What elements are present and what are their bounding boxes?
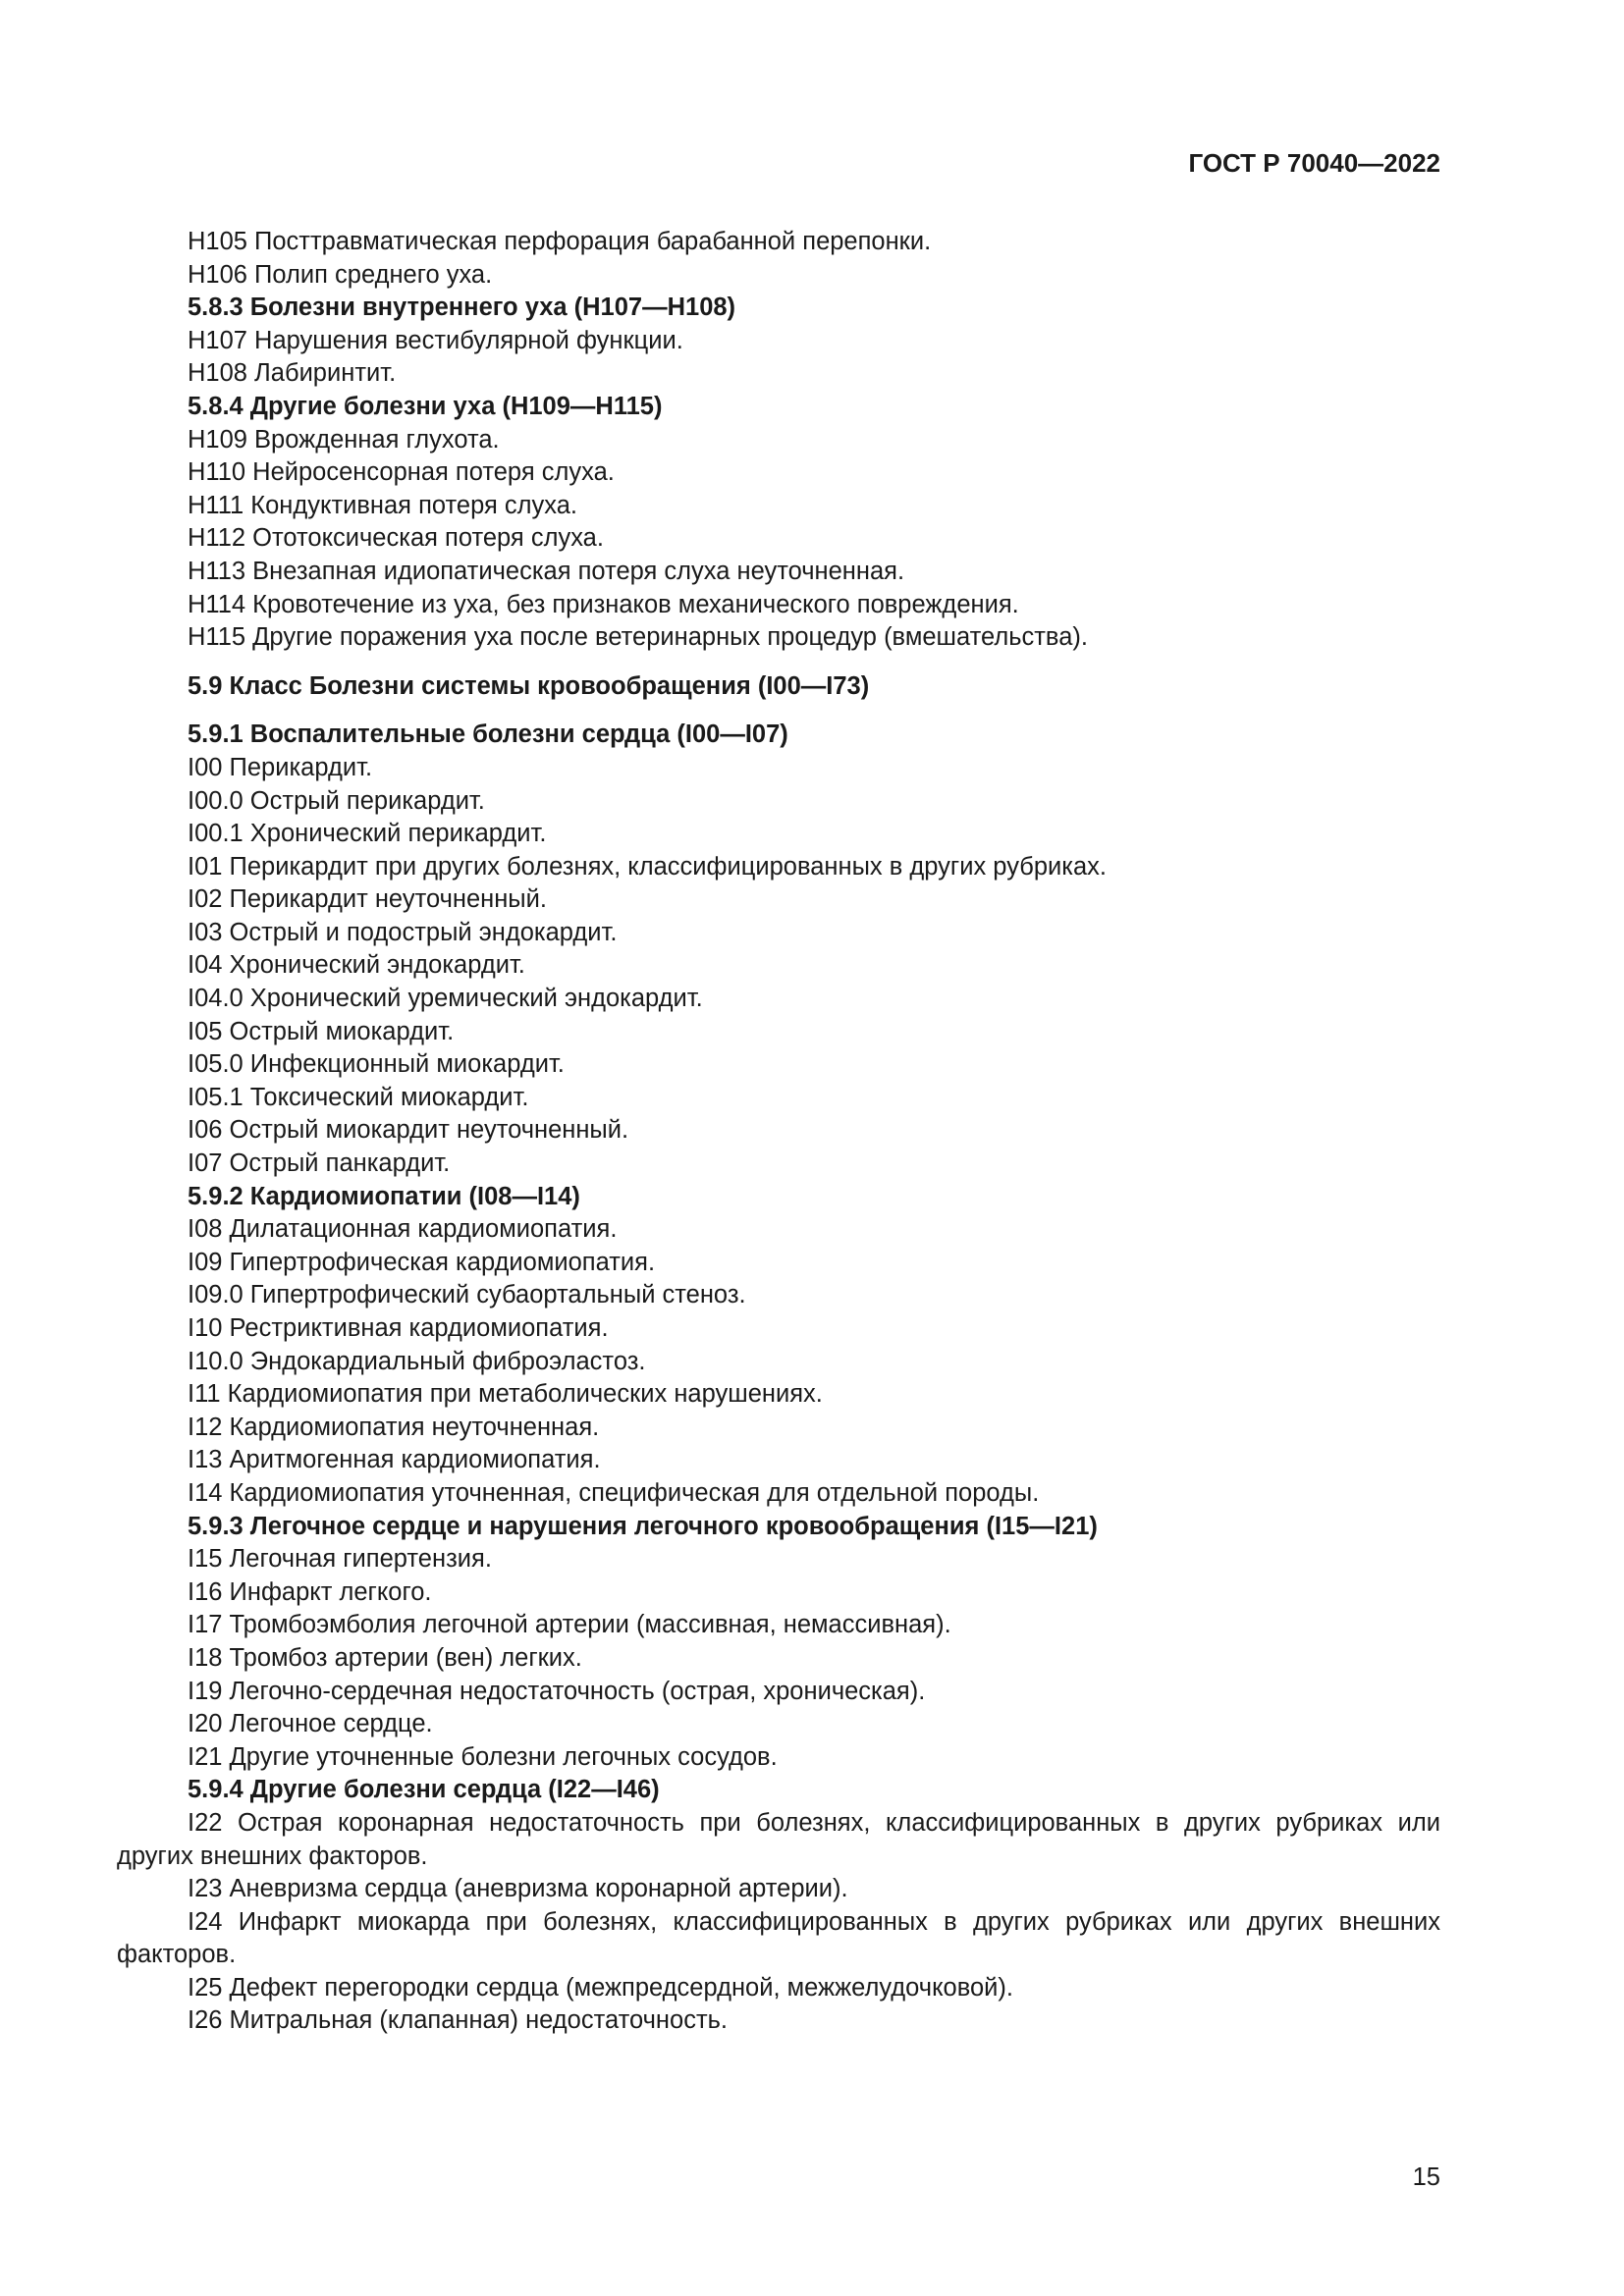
list-item: H108 Лабиринтит. [188, 359, 397, 388]
section-heading-5-9-2: 5.9.2 Кардиомиопатии (I08—I14) [188, 1182, 580, 1210]
section-heading-5-9-1: 5.9.1 Воспалительные болезни сердца (I00—I07) [188, 721, 788, 749]
paragraph-i22: I22 Острая коронарная недостаточность при болезнях, классифицированных в других рубриках или других внешних факторов. [117, 1808, 1440, 1870]
list-item: H111 Кондуктивная потеря слуха. [188, 491, 577, 519]
list-item: I06 Острый миокардит неуточненный. [188, 1116, 629, 1145]
list-item: I04.0 Хронический уремический эндокардит. [188, 985, 703, 1013]
list-item: I20 Легочное сердце. [188, 1710, 433, 1738]
section-heading-5-8-3: 5.8.3 Болезни внутреннего уха (H107—H108) [188, 294, 736, 322]
list-item: H115 Другие поражения уха после ветеринарных процедур (вмешательства). [188, 623, 1088, 652]
list-item: I17 Тромбоэмболия легочной артерии (массивная, немассивная). [188, 1611, 951, 1639]
section-heading-5-9: 5.9 Класс Болезни системы кровообращения (I00—I73) [188, 671, 870, 700]
list-item: I26 Митральная (клапанная) недостаточность. [188, 2006, 728, 2035]
list-item: I09.0 Гипертрофический субаортальный стеноз. [188, 1281, 746, 1309]
list-item: H110 Нейросенсорная потеря слуха. [188, 458, 615, 487]
list-item: I00.1 Хронический перикардит. [188, 820, 547, 848]
list-item: I19 Легочно-сердечная недостаточность (острая, хроническая). [188, 1677, 926, 1705]
list-item: I01 Перикардит при других болезнях, классифицированных в других рубриках. [188, 852, 1107, 881]
list-item: I13 Аритмогенная кардиомиопатия. [188, 1446, 601, 1474]
list-item: I18 Тромбоз артерии (вен) легких. [188, 1643, 582, 1672]
paragraph-i24: I24 Инфаркт миокарда при болезнях, классифицированных в других рубриках или других внешних факторов. [117, 1907, 1440, 1969]
list-item: I09 Гипертрофическая кардиомиопатия. [188, 1248, 656, 1276]
list-item: I15 Легочная гипертензия. [188, 1545, 492, 1574]
list-item: I10.0 Эндокардиальный фиброэластоз. [188, 1347, 646, 1375]
list-item: I08 Дилатационная кардиомиопатия. [188, 1215, 618, 1244]
list-item: H109 Врожденная глухота. [188, 425, 500, 454]
list-item: I11 Кардиомиопатия при метаболических нарушениях. [188, 1380, 823, 1409]
document-code-header: ГОСТ Р 70040—2022 [1188, 148, 1440, 178]
page-number: 15 [1412, 2163, 1440, 2191]
section-heading-5-9-4: 5.9.4 Другие болезни сердца (I22—I46) [188, 1776, 660, 1804]
document-body [117, 226, 1440, 2038]
list-item: I14 Кардиомиопатия уточненная, специфическая для отдельной породы. [188, 1478, 1040, 1507]
list-item: I04 Хронический эндокардит. [188, 951, 525, 980]
list-item: I10 Рестриктивная кардиомиопатия. [188, 1314, 609, 1342]
list-item: I07 Острый панкардит. [188, 1149, 451, 1178]
list-item: H107 Нарушения вестибулярной функции. [188, 326, 683, 354]
list-item: I25 Дефект перегородки сердца (межпредсердной, межжелудочковой). [188, 1973, 1013, 2002]
list-item: I23 Аневризма сердца (аневризма коронарной артерии). [188, 1875, 848, 1903]
list-item: H114 Кровотечение из уха, без признаков механического повреждения. [188, 590, 1019, 618]
section-heading-5-9-3: 5.9.3 Легочное сердце и нарушения легочного кровообращения (I15—I21) [188, 1512, 1098, 1540]
section-heading-5-8-4: 5.8.4 Другие болезни уха (H109—H115) [188, 392, 663, 420]
list-item: H113 Внезапная идиопатическая потеря слуха неуточненная. [188, 557, 905, 585]
list-item: I05.0 Инфекционный миокардит. [188, 1050, 565, 1079]
list-item: H106 Полип среднего уха. [188, 260, 493, 289]
list-item: I00.0 Острый перикардит. [188, 786, 485, 815]
list-item: I00 Перикардит. [188, 753, 373, 781]
list-item: I05 Острый миокардит. [188, 1017, 455, 1045]
list-item: I16 Инфаркт легкого. [188, 1577, 432, 1606]
list-item: I21 Другие уточненные болезни легочных сосудов. [188, 1742, 778, 1771]
list-item: H105 Посттравматическая перфорация барабанной перепонки. [188, 228, 932, 255]
list-item: I03 Острый и подострый эндокардит. [188, 918, 618, 946]
list-item: I05.1 Токсический миокардит. [188, 1083, 529, 1111]
list-item: I02 Перикардит неуточненный. [188, 885, 547, 914]
list-item: I12 Кардиомиопатия неуточненная. [188, 1413, 600, 1441]
list-item: H112 Ототоксическая потеря слуха. [188, 524, 604, 553]
